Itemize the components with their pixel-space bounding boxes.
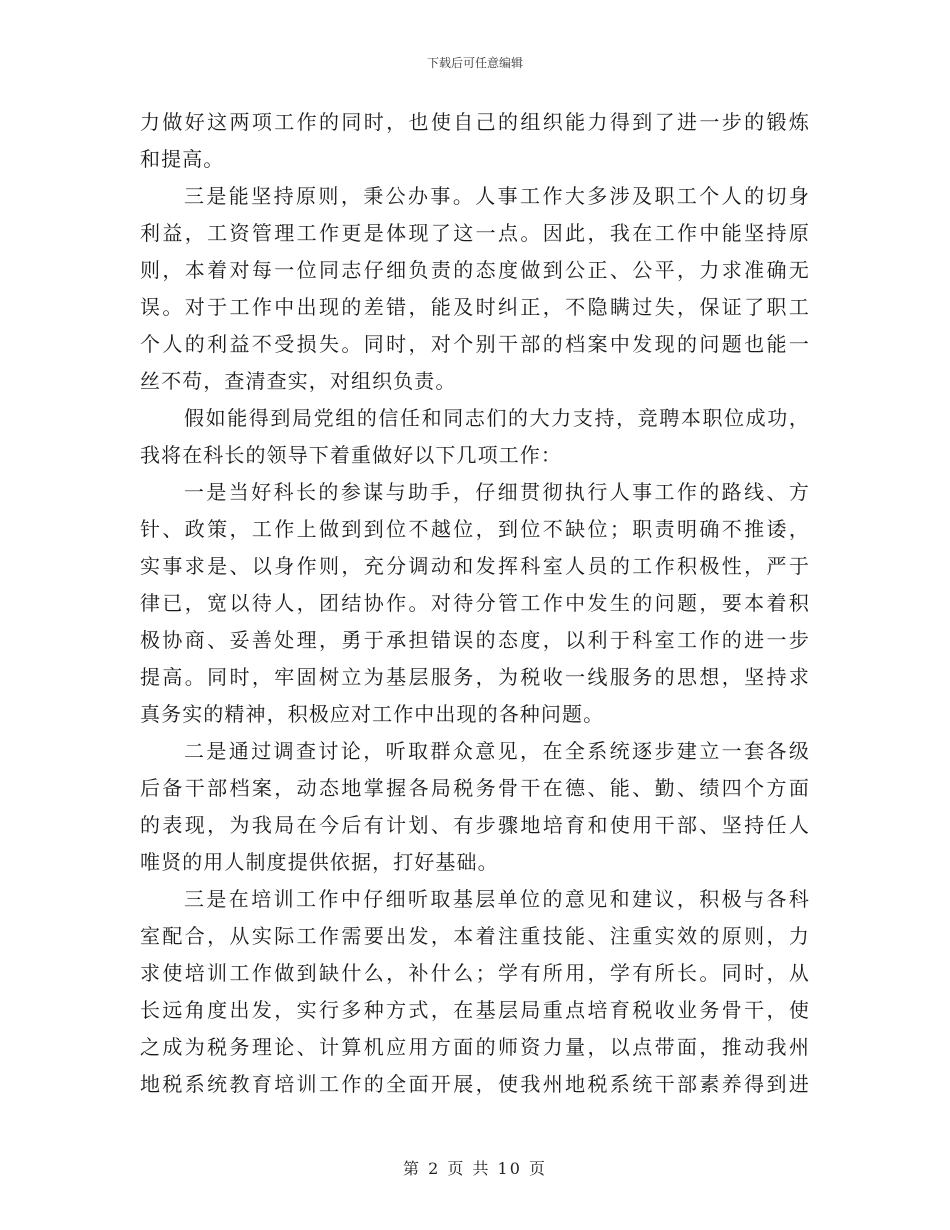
text-line: 二是通过调查讨论，听取群众意见，在全系统逐步建立一套各级 [184,739,810,763]
text-line: 真务实的精神，积极应对工作中出现的各种问题。 [140,702,605,726]
text-line: 长远角度出发，实行多种方式，在基层局重点培育税收业务骨干，使 [140,998,810,1022]
text-line: 实事求是、以身作则，充分调动和发挥科室人员的工作积极性，严于 [140,554,810,578]
text-line: 地税系统教育培训工作的全面开展，使我州地税系统干部素养得到进 [140,1072,810,1096]
text-line: 律已，宽以待人，团结协作。对待分管工作中发生的问题，要本着积 [140,591,810,615]
paragraph-2 [140,178,810,400]
text-line: 之成为税务理论、计算机应用方面的师资力量，以点带面，推动我州 [140,1035,810,1059]
text-line: 误。对于工作中出现的差错，能及时纠正，不隐瞒过失，保证了职工 [140,295,810,319]
paragraph-1 [140,104,810,178]
text-line: 利益，工资管理工作更是体现了这一点。因此，我在工作中能坚持原 [140,221,810,245]
text-line: 后备干部档案，动态地掌握各局税务骨干在德、能、勤、绩四个方面 [140,776,810,800]
text-line: 三是能坚持原则，秉公办事。人事工作大多涉及职工个人的切身 [184,184,810,208]
document-body [140,104,810,1103]
page-header: 下载后可任意编辑 [426,56,523,70]
text-line: 求使培训工作做到缺什么，补什么；学有所用，学有所长。同时，从 [140,961,810,985]
text-line: 假如能得到局党组的信任和同志们的大力支持，竞聘本职位成功， [184,406,810,430]
paragraph-3 [140,400,810,474]
paragraph-5 [140,733,810,881]
text-line: 则，本着对每一位同志仔细负责的态度做到公正、公平，力求准确无 [140,258,810,282]
text-line: 丝不苟，查清查实，对组织负责。 [140,369,457,393]
text-line: 一是当好科长的参谋与助手，仔细贯彻执行人事工作的路线、方 [184,480,810,504]
text-line: 个人的利益不受损失。同时，对个别干部的档案中发现的问题也能一 [140,332,810,356]
text-line: 极协商、妥善处理，勇于承担错误的态度，以利于科室工作的进一步 [140,628,810,652]
text-line: 提高。同时，牢固树立为基层服务，为税收一线服务的思想，坚持求 [140,665,810,689]
text-line: 唯贤的用人制度提供依据，打好基础。 [140,850,499,874]
text-line: 力做好这两项工作的同时，也使自己的组织能力得到了进一步的锻炼 [140,110,810,134]
paragraph-6 [140,881,810,1103]
text-line: 针、政策，工作上做到到位不越位，到位不缺位；职责明确不推诿， [140,517,810,541]
text-line: 三是在培训工作中仔细听取基层单位的意见和建议，积极与各科 [184,887,810,911]
paragraph-4 [140,474,810,733]
page-number: 第 2 页 共 10 页 [403,1159,547,1178]
text-line: 我将在科长的领导下着重做好以下几项工作： [140,443,562,467]
text-line: 和提高。 [140,147,225,171]
text-line: 的表现，为我局在今后有计划、有步骤地培育和使用干部、坚持任人 [140,813,810,837]
text-line: 室配合，从实际工作需要出发，本着注重技能、注重实效的原则，力 [140,924,810,948]
